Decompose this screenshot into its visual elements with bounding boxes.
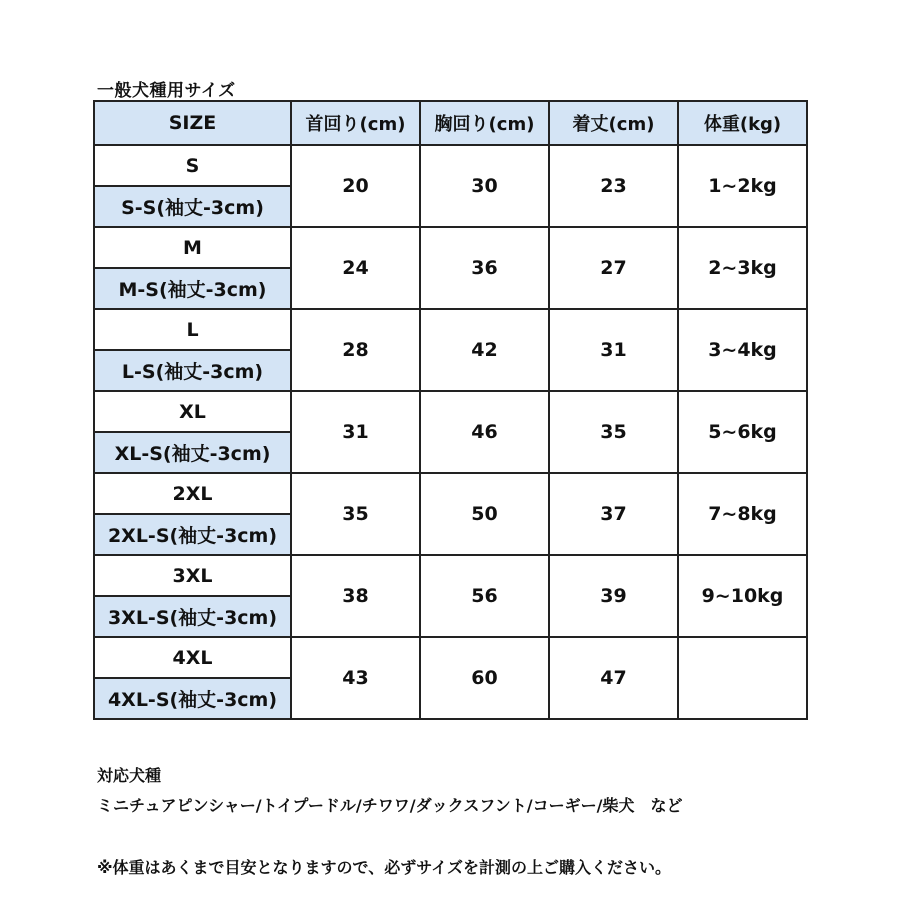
size-sub-label: M-S(袖丈-3cm): [94, 268, 291, 309]
table-row: [94, 555, 807, 596]
weight-value: 7~8kg: [678, 473, 807, 555]
neck-value: 24: [291, 227, 420, 309]
table-row: [94, 309, 807, 350]
weight-value: 5~6kg: [678, 391, 807, 473]
chest-value: 60: [420, 637, 549, 719]
table-row: [94, 145, 807, 186]
header-weight: 体重(kg): [678, 101, 807, 145]
table-row: [94, 227, 807, 268]
length-value: 35: [549, 391, 678, 473]
weight-value: [678, 637, 807, 719]
weight-value: 3~4kg: [678, 309, 807, 391]
size-label: S: [94, 145, 291, 186]
neck-value: 43: [291, 637, 420, 719]
table-row: [94, 473, 807, 514]
size-label: M: [94, 227, 291, 268]
weight-value: 2~3kg: [678, 227, 807, 309]
length-value: 47: [549, 637, 678, 719]
neck-value: 35: [291, 473, 420, 555]
header-neck: 首回り(cm): [291, 101, 420, 145]
chest-value: 56: [420, 555, 549, 637]
size-label: 4XL: [94, 637, 291, 678]
length-value: 39: [549, 555, 678, 637]
breeds-title: 対応犬種: [97, 766, 162, 785]
size-label: 3XL: [94, 555, 291, 596]
breeds-list: ミニチュアピンシャー/トイプードル/チワワ/ダックスフント/コーギー/柴犬 など: [97, 796, 683, 815]
header-chest: 胸回り(cm): [420, 101, 549, 145]
table-title: 一般犬種用サイズ: [97, 81, 236, 101]
size-label: XL: [94, 391, 291, 432]
chest-value: 46: [420, 391, 549, 473]
size-sub-label: 3XL-S(袖丈-3cm): [94, 596, 291, 637]
neck-value: 38: [291, 555, 420, 637]
length-value: 23: [549, 145, 678, 227]
size-sub-label: S-S(袖丈-3cm): [94, 186, 291, 227]
weight-value: 1~2kg: [678, 145, 807, 227]
size-table: [93, 100, 808, 720]
size-label: 2XL: [94, 473, 291, 514]
header-size: SIZE: [94, 101, 291, 145]
table-row: [94, 637, 807, 678]
length-value: 31: [549, 309, 678, 391]
neck-value: 31: [291, 391, 420, 473]
size-sub-label: XL-S(袖丈-3cm): [94, 432, 291, 473]
chest-value: 36: [420, 227, 549, 309]
length-value: 27: [549, 227, 678, 309]
size-sub-label: 2XL-S(袖丈-3cm): [94, 514, 291, 555]
length-value: 37: [549, 473, 678, 555]
neck-value: 20: [291, 145, 420, 227]
chest-value: 50: [420, 473, 549, 555]
table-row: [94, 391, 807, 432]
chest-value: 30: [420, 145, 549, 227]
weight-value: 9~10kg: [678, 555, 807, 637]
size-sub-label: 4XL-S(袖丈-3cm): [94, 678, 291, 719]
header-length: 着丈(cm): [549, 101, 678, 145]
header-row: [94, 101, 807, 145]
size-label: L: [94, 309, 291, 350]
chest-value: 42: [420, 309, 549, 391]
size-sub-label: L-S(袖丈-3cm): [94, 350, 291, 391]
neck-value: 28: [291, 309, 420, 391]
weight-note: ※体重はあくまで目安となりますので、必ずサイズを計測の上ご購入ください。: [97, 858, 671, 877]
